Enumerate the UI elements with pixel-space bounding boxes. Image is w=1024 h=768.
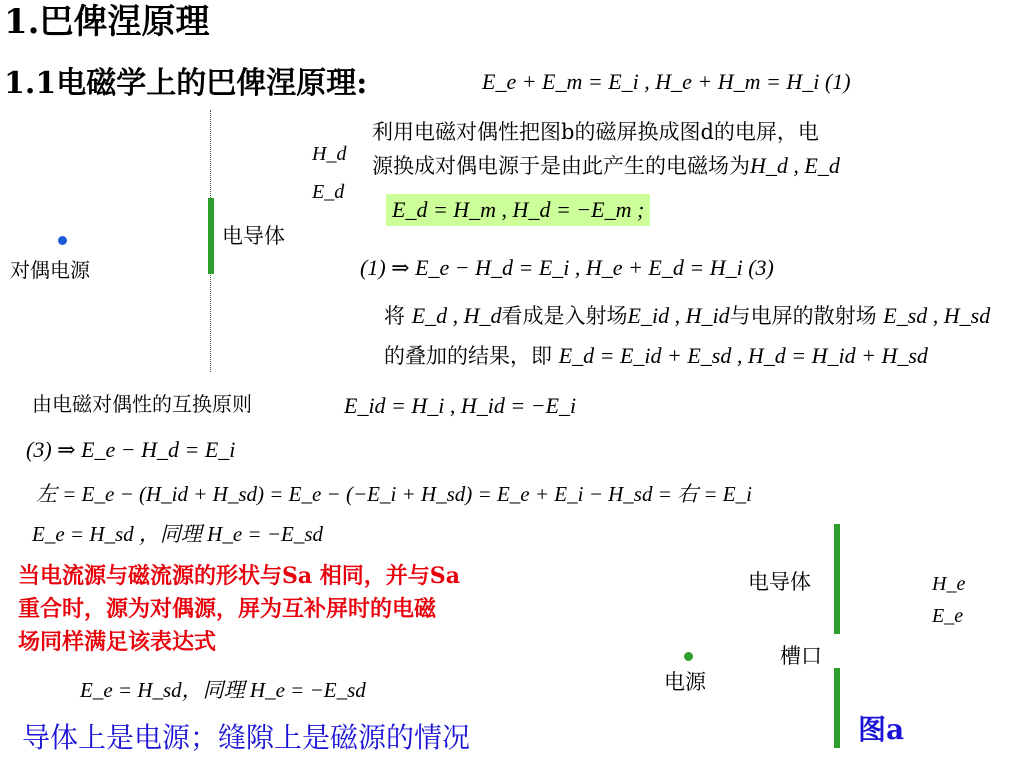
para1-line2 bbox=[372, 152, 840, 180]
para2-line2-eq: E_d = E_id + E_sd , H_d = H_id + H_sd bbox=[558, 343, 928, 368]
red-note-line3: 场同样满足该表达式 bbox=[18, 629, 217, 655]
conductor-bar-right-top bbox=[834, 524, 840, 634]
figure-label: 图a bbox=[858, 713, 905, 746]
blue-caption: 导体上是电源；缝隙上是磁源的情况 bbox=[22, 721, 471, 754]
conductor-label-left: 电导体 bbox=[222, 224, 285, 248]
equation-1: E_e + E_m = E_i , H_e + H_m = H_i (1) bbox=[482, 69, 851, 94]
para1-field-vars: H_d , E_d bbox=[750, 153, 840, 178]
conductor-label-right: 电导体 bbox=[748, 570, 811, 594]
para2-line1 bbox=[384, 302, 990, 330]
para2-mid2: 与电屏的散射场 bbox=[729, 304, 877, 328]
para2-line2 bbox=[384, 342, 928, 370]
derivation-eq1: (3) ⇒ E_e − H_d = E_i bbox=[26, 437, 236, 462]
conductor-bar-right-bottom bbox=[834, 668, 840, 748]
red-note-line1: 当电流源与磁流源的形状与Sa 相同，并与Sa bbox=[18, 563, 460, 589]
hd-label: H_d bbox=[312, 143, 347, 165]
green-equation: E_d = H_m , H_d = −E_m ; bbox=[386, 194, 650, 226]
para2-line2-pre: 的叠加的结果，即 bbox=[384, 344, 552, 368]
para2-var2: E_id , H_id bbox=[627, 303, 730, 328]
source-dot bbox=[684, 652, 693, 661]
slot-label: 槽口 bbox=[780, 644, 822, 668]
dual-source-dot bbox=[58, 236, 67, 245]
duality-text: 由电磁对偶性的互换原则 bbox=[32, 392, 252, 416]
equation-3: (1) ⇒ E_e − H_d = E_i , H_e + E_d = H_i (3) bbox=[360, 255, 774, 280]
para2-var3: E_sd , H_sd bbox=[883, 303, 991, 328]
para1-line2-text: 源换成对偶电源于是由此产生的电磁场为 bbox=[372, 154, 750, 178]
red-note-line2: 重合时，源为对偶源，屏为互补屏时的电磁 bbox=[18, 596, 437, 622]
para2-var1: E_d , H_d bbox=[411, 303, 502, 328]
dual-source-label: 对偶电源 bbox=[10, 258, 90, 282]
section-subtitle: 1.1电磁学上的巴俾涅原理: bbox=[4, 66, 368, 101]
duality-equation: E_id = H_i , H_id = −E_i bbox=[344, 393, 577, 418]
derivation-eq2: 左 = E_e − (H_id + H_sd) = E_e − (−E_i + H_sd) = E_e + E_i − H_sd = 右 = E_i bbox=[36, 482, 752, 506]
ee-label: E_e bbox=[932, 605, 964, 627]
page-title: 1.巴俾涅原理 bbox=[4, 2, 210, 42]
para2-mid: 看成是入射场 bbox=[501, 304, 628, 328]
conductor-bar-left bbox=[208, 198, 214, 274]
ed-label: E_d bbox=[312, 181, 345, 203]
result-eq2: E_e = H_sd，同理 H_e = −E_sd bbox=[80, 678, 366, 702]
he-label: H_e bbox=[932, 573, 966, 595]
para1-line1: 利用电磁对偶性把图b的磁屏换成图d的电屏，电 bbox=[372, 120, 819, 144]
result-eq1: E_e = H_sd ，同理 H_e = −E_sd bbox=[32, 522, 323, 546]
source-label: 电源 bbox=[664, 670, 706, 694]
para2-pre: 将 bbox=[384, 304, 405, 328]
